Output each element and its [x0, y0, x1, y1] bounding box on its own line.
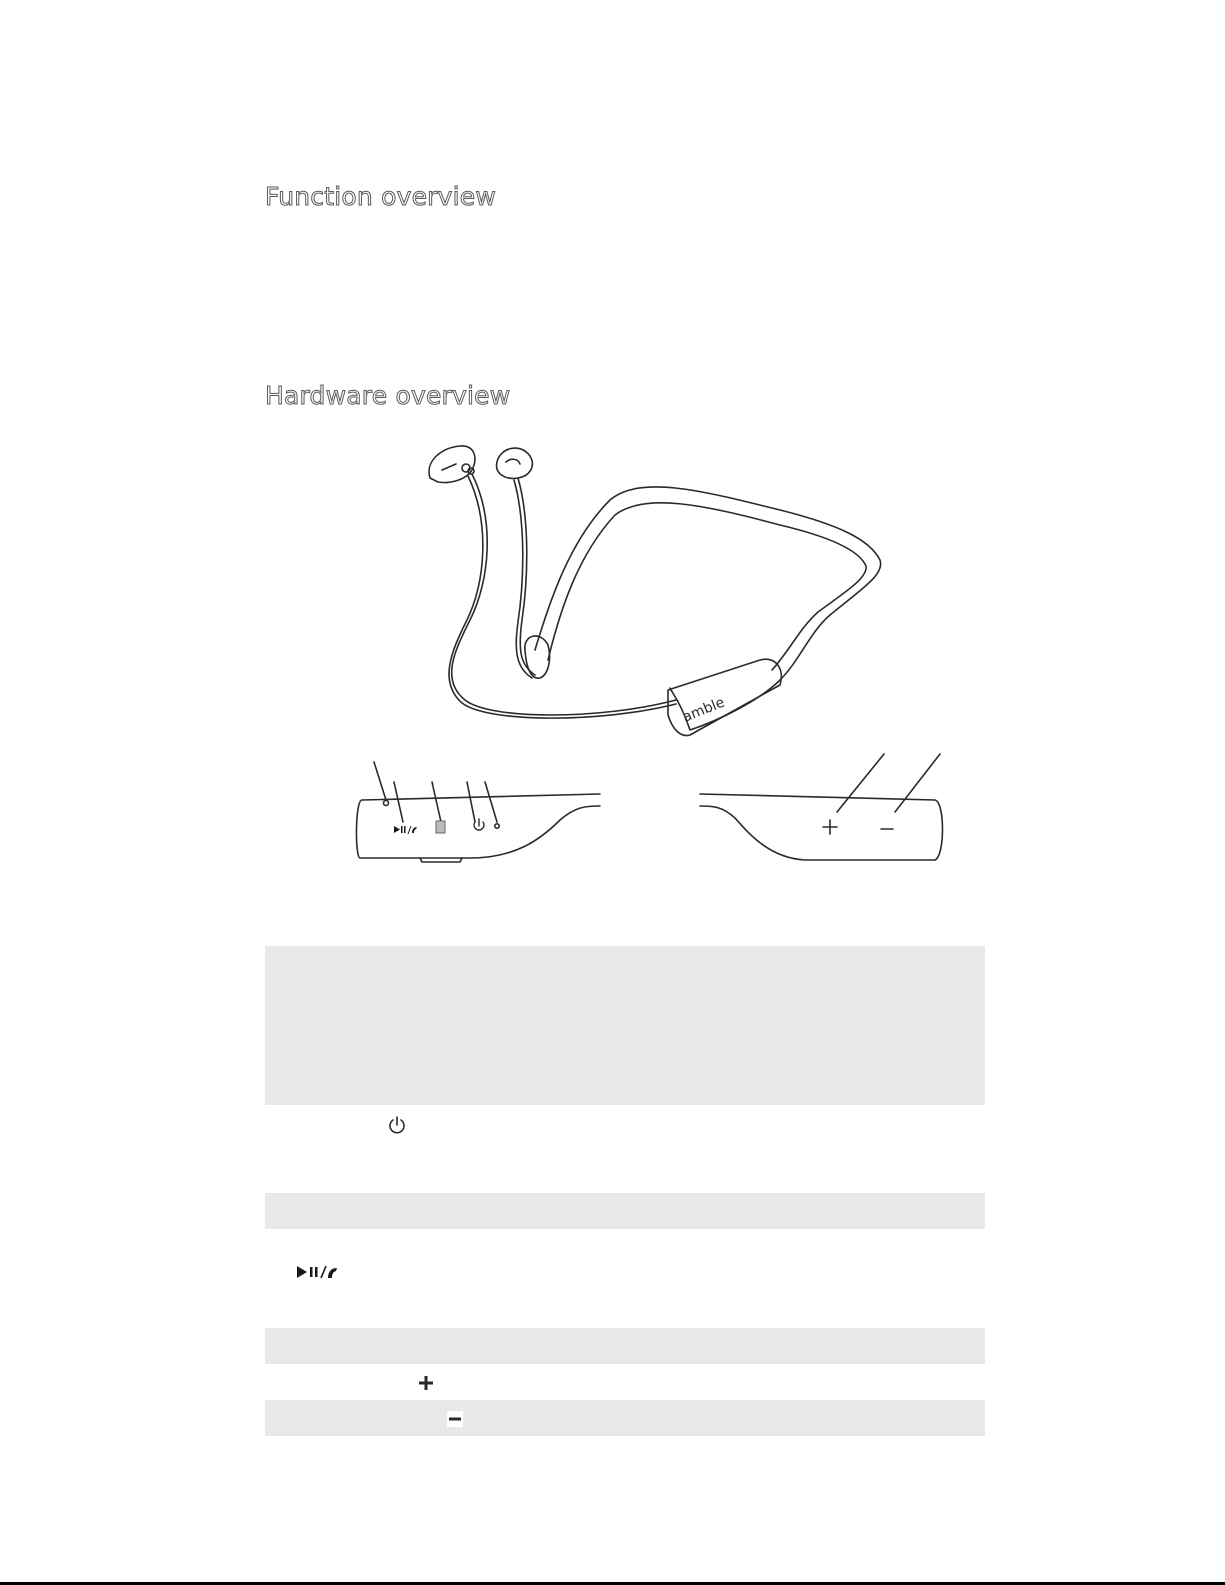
brand-label: amble [680, 694, 727, 726]
table-row-1 [265, 946, 985, 1105]
callout-line-2 [394, 782, 403, 822]
power-icon [387, 1115, 407, 1135]
play-pause-call-icon [394, 826, 417, 834]
callout-line-4 [467, 782, 475, 822]
neckband [535, 487, 881, 730]
hardware-overview-heading: Hardware overview [265, 381, 511, 410]
left-earbud [429, 446, 475, 483]
table-row-3 [265, 1193, 985, 1229]
control-pod [668, 659, 781, 735]
control-strip-right [700, 794, 943, 860]
right-cable [518, 478, 535, 675]
callout-line-5 [485, 782, 497, 822]
nfc-icon [436, 821, 445, 833]
left-cable [452, 474, 676, 715]
volume-up-icon [418, 1375, 434, 1391]
left-cable-inner [449, 476, 676, 718]
microphone-icon [495, 824, 499, 828]
right-earbud [497, 448, 533, 478]
led-indicator-icon [384, 801, 389, 806]
table-row-5 [265, 1328, 985, 1364]
control-strip-left [356, 794, 600, 858]
callout-line-1 [374, 762, 386, 800]
callout-line-6 [837, 754, 884, 812]
table-row-4 [265, 1229, 985, 1328]
power-icon [474, 819, 484, 830]
callout-line-3 [432, 782, 441, 822]
right-cable-inner [514, 480, 532, 678]
table-row-2 [265, 1105, 985, 1193]
table-row-7 [265, 1400, 985, 1436]
volume-down-icon [447, 1411, 463, 1427]
table-row-6 [265, 1364, 985, 1400]
play-pause-call-icon [296, 1264, 340, 1280]
volume-up-icon [823, 820, 837, 834]
callout-line-7 [895, 754, 940, 812]
function-overview-heading: Function overview [265, 182, 497, 211]
